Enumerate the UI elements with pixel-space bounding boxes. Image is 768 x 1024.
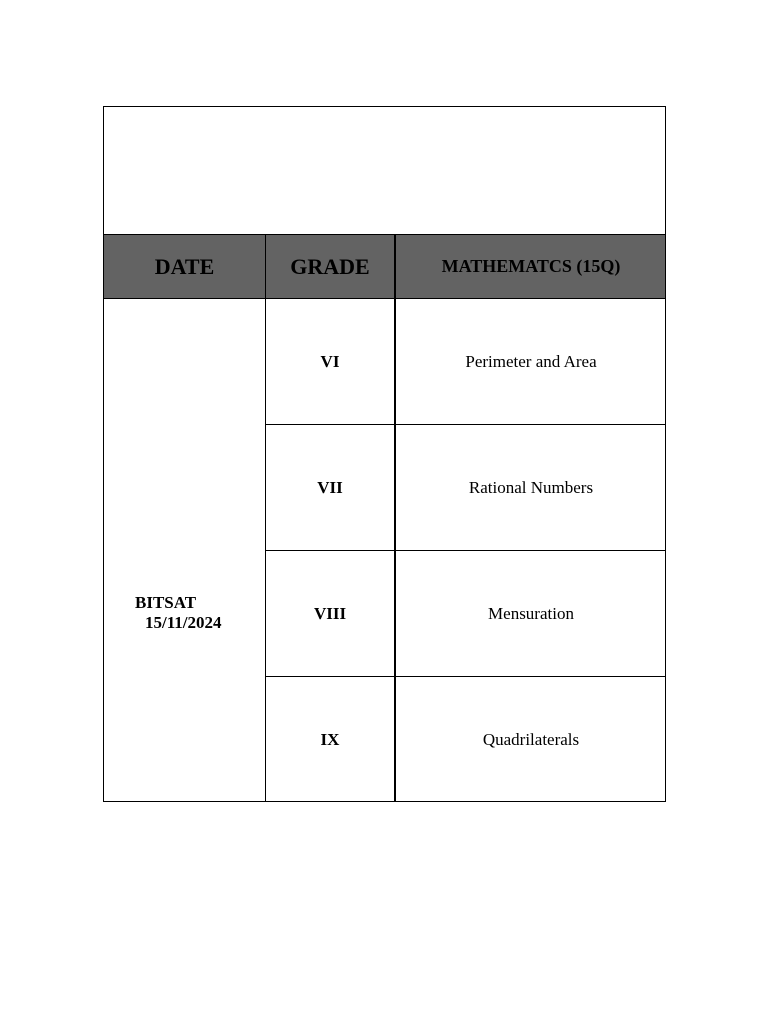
date-cell <box>104 299 266 802</box>
table-row <box>266 551 666 677</box>
date-exam-name: BITSAT <box>135 593 197 612</box>
grade-cell: VIII <box>266 551 396 676</box>
table-title-area <box>104 107 665 235</box>
date-value: 15/11/2024 <box>145 613 222 632</box>
topic-cell: Mensuration <box>488 603 574 623</box>
topic-cell: Quadrilaterals <box>482 729 580 749</box>
schedule-table <box>103 106 666 802</box>
topic-cell: Perimeter and Area <box>465 351 597 371</box>
table-body <box>104 299 665 802</box>
grade-cell: VI <box>266 299 396 424</box>
grade-cell: VII <box>266 425 396 550</box>
table-row <box>266 299 666 425</box>
topic-cell: Rational Numbers <box>468 477 594 497</box>
table-row <box>266 677 666 802</box>
table-row <box>266 425 666 551</box>
header-subject: MATHEMATCS (15Q) <box>441 256 621 276</box>
table-header-row <box>104 235 665 299</box>
grade-cell: IX <box>266 677 396 802</box>
header-date: DATE <box>104 235 266 298</box>
header-grade: GRADE <box>266 235 396 298</box>
date-text <box>135 593 222 633</box>
